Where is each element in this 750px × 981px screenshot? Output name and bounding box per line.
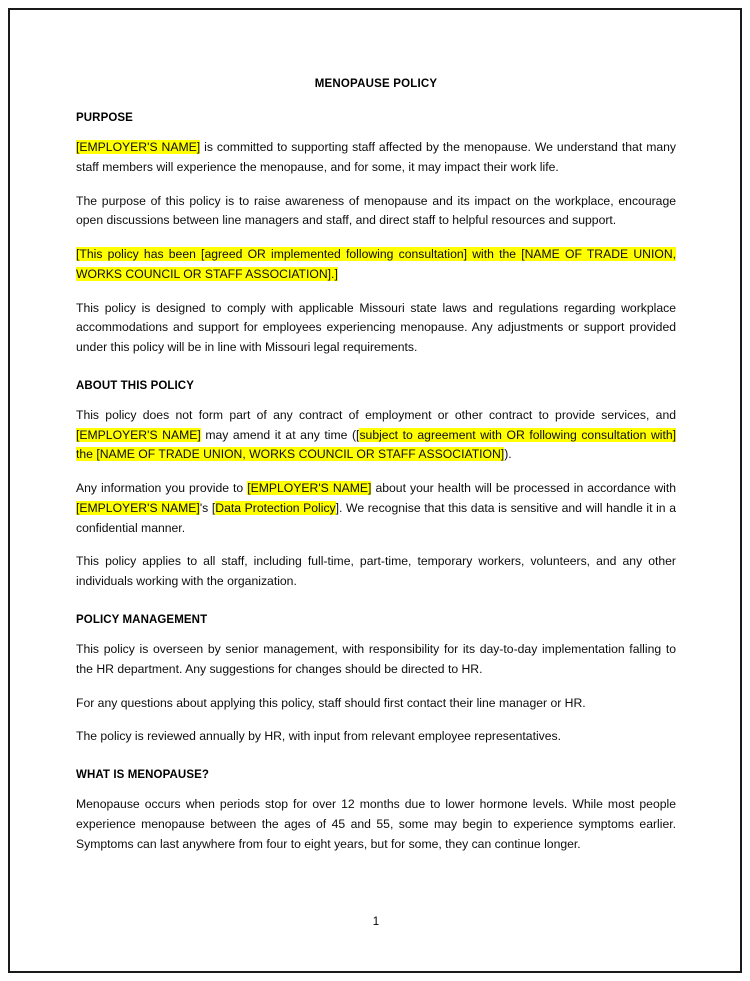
page-number: 1 xyxy=(372,916,380,928)
highlighted-text: [EMPLOYER'S NAME] xyxy=(76,140,201,154)
paragraph xyxy=(76,552,676,592)
text-run: This policy applies to all staff, including full-time, part-time, temporary workers, volunteers, and any other individuals working with the organization. xyxy=(76,554,676,589)
text-run: may amend it at any time ([ xyxy=(200,427,360,442)
text-run: This policy is designed to comply with applicable Missouri state laws and regulations regarding workplace accommodations and support for employees experiencing menopause. Any adjustments or support provided under this policy will be in line with Missouri legal requirements. xyxy=(76,300,676,355)
paragraph xyxy=(76,138,676,178)
section-heading: PURPOSE xyxy=(76,112,133,124)
page-title: MENOPAUSE POLICY xyxy=(314,78,438,90)
paragraph xyxy=(76,727,676,747)
sections-container xyxy=(76,112,676,854)
section-heading: POLICY MANAGEMENT xyxy=(76,614,208,627)
text-run: Any information you provide to xyxy=(76,481,248,496)
highlighted-text: the [NAME OF TRADE UNION, WORKS COUNCIL OR STAFF ASSOCIATION] xyxy=(76,447,505,462)
text-run: For any questions about applying this policy, staff should first contact their line manager or HR. xyxy=(76,695,586,710)
paragraph xyxy=(76,640,676,680)
highlighted-text: subject to agreement with OR following consultation with] xyxy=(359,427,677,442)
paragraph xyxy=(76,245,676,285)
highlighted-text: [EMPLOYER'S NAME] xyxy=(247,481,372,496)
highlighted-text: Data Protection Policy xyxy=(215,500,336,515)
paragraph xyxy=(76,406,676,465)
text-run: This policy does not form part of any contract of employment or other contract to provide services, and xyxy=(76,407,676,422)
highlighted-text: [EMPLOYER'S NAME] xyxy=(76,427,201,442)
paragraph xyxy=(76,192,676,232)
text-run: The purpose of this policy is to raise awareness of menopause and its impact on the workplace, encourage open discussions between line managers and staff, and direct staff to helpful resources and support. xyxy=(76,193,676,228)
paragraph xyxy=(76,694,676,714)
text-run: This policy is overseen by senior management, with responsibility for its day-to-day implementation falling to the HR department. Any suggestions for changes should be directed to HR. xyxy=(76,642,676,676)
text-run: Menopause occurs when periods stop for over 12 months due to lower hormone levels. While most people experience menopause between the ages of 45 and 55, some may begin to experience symptoms earlier. Symptoms can last anywhere from four to eight years, but for some, they can continue longer. xyxy=(76,797,676,851)
text-run: is committed to supporting staff affected by the menopause. We understand that many staff members will experience the menopause, and for some, it may impact their work life. xyxy=(76,140,676,174)
highlighted-text: [This policy has been [agreed OR implemented following consultation] with the [NAME OF TRADE UNION, WORKS COUNCIL OR STAFF ASSOCIATION].] xyxy=(76,247,676,281)
text-run: ]. We recognise that this data is sensitive and will handle it in a confidential manner. xyxy=(76,500,676,535)
text-run: 's [ xyxy=(199,500,216,515)
text-run: about your health will be processed in accordance with xyxy=(371,481,676,496)
section-heading: ABOUT THIS POLICY xyxy=(76,379,194,392)
paragraph xyxy=(76,299,676,358)
text-run: ). xyxy=(504,447,512,462)
text-run: The policy is reviewed annually by HR, with input from relevant employee representatives. xyxy=(76,729,562,744)
highlighted-text: [EMPLOYER'S NAME] xyxy=(76,500,200,515)
page-footer xyxy=(76,912,676,930)
paragraph xyxy=(76,479,676,538)
section-heading: WHAT IS MENOPAUSE? xyxy=(76,769,209,782)
document-body xyxy=(76,60,676,854)
paragraph xyxy=(76,795,676,854)
